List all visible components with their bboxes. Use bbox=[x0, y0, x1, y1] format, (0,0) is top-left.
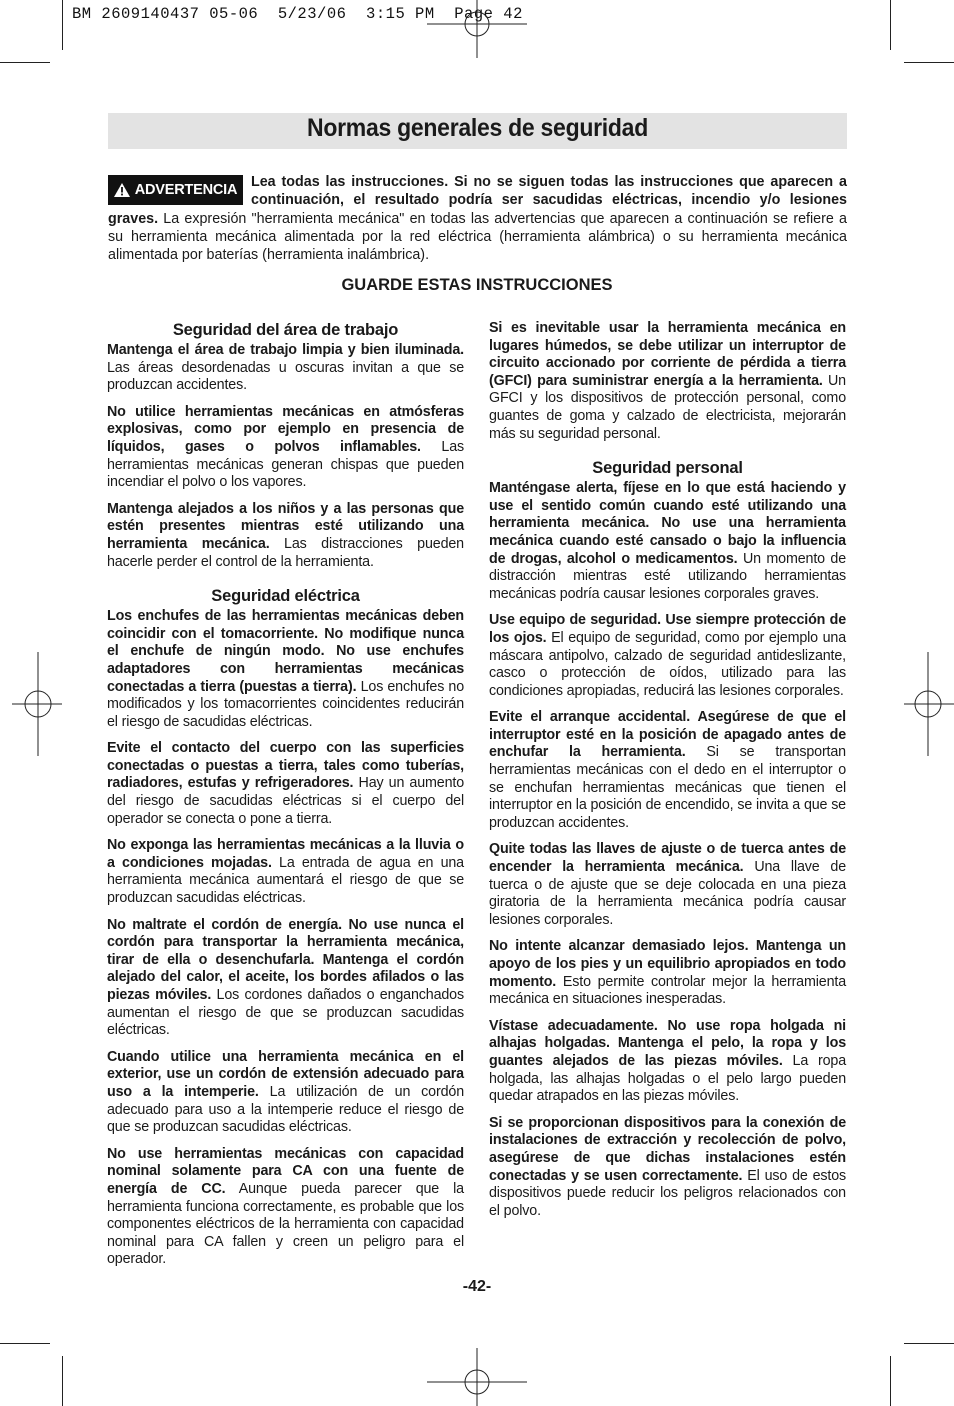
section-heading-work-area: Seguridad del área de trabajo bbox=[172, 321, 399, 339]
warning-plain-text: La expresión "herramienta mecánica" en todas las advertencias que aparecen a continuación se refiere a su herramienta mecánica alimentada por la red eléctrica (herramienta alámbrica) o su herramienta mecánica alimentada por baterías (herramienta inalámbrica). bbox=[108, 210, 847, 264]
paragraph: Mantenga el área de trabajo limpia y bien iluminada. Las áreas desordenadas u oscuras invitan a que se produzcan accidentes. bbox=[107, 342, 464, 394]
registration-mark-icon bbox=[12, 652, 62, 756]
crop-mark bbox=[0, 1343, 50, 1344]
paragraph: Si es inevitable usar la herramienta mecánica en lugares húmedos, se debe utilizar un interruptor de circuito accionado por corriente de pérdida a tierra (GFCI) para suministrar energía a la herramienta. Un GFCI y los dispositivos de protección personal, como guantes de goma y calzado de electricista, mejorarán más su seguridad personal. bbox=[489, 320, 846, 442]
crop-mark bbox=[0, 62, 50, 63]
crop-mark bbox=[890, 1356, 891, 1406]
save-instructions-heading: GUARDE ESTAS INSTRUCCIONES bbox=[341, 276, 613, 294]
page-number: -42- bbox=[462, 1278, 492, 1295]
crop-mark bbox=[62, 1356, 63, 1406]
paragraph: No maltrate el cordón de energía. No use nunca el cordón para transportar la herramienta mecánica, tirar de ella o desenchufarla. Mantenga el cordón alejado del calor, el aceite, los bordes afilados o las piezas móviles. Los cordones dañados o enganchados aumentan el riesgo de que se produzcan sacudidas eléctricas. bbox=[107, 916, 464, 1039]
crop-mark bbox=[904, 62, 954, 63]
left-column bbox=[107, 320, 464, 1278]
right-column bbox=[489, 320, 846, 1229]
paragraph: Use equipo de seguridad. Use siempre protección de los ojos. El equipo de seguridad, como por ejemplo una máscara antipolvo, calzado de seguridad antideslizante, casco o protección de oídos, utilizado para las condiciones apropiadas, reducirá las lesiones corporales. bbox=[489, 612, 847, 699]
section-heading-personal: Seguridad personal bbox=[592, 459, 743, 478]
warning-triangle-icon bbox=[114, 183, 130, 197]
title-bar bbox=[108, 113, 847, 149]
registration-mark-icon bbox=[427, 0, 527, 62]
paragraph: Vístase adecuadamente. No use ropa holgada ni alhajas holgadas. Mantenga el pelo, la ropa y los guantes alejados de las piezas móviles. La ropa holgada, las alhajas holgadas o el pelo largo pueden quedar atrapados en las piezas móviles. bbox=[489, 1017, 846, 1105]
page-title: Normas generales de seguridad bbox=[307, 114, 648, 142]
paragraph: Manténgase alerta, fíjese en lo que está haciendo y use el sentido común cuando esté utilizando una herramienta mecánica. No use una herramienta mecánica cuando esté cansado o bajo la influencia de drogas, alcohol o medicamentos. Un momento de distracción mientras esté utilizando herramientas mecánicas podría causar lesiones corporales graves. bbox=[489, 480, 847, 602]
crop-mark bbox=[890, 0, 891, 50]
section-heading-electrical: Seguridad eléctrica bbox=[211, 587, 360, 606]
paragraph: No use herramientas mecánicas con capacidad nominal solamente para CA con una fuente de energía de CC. Aunque pueda parecer que la herramienta funciona correctamente, es probable que los componentes eléctricos de la herramienta con capacidad nominal para CA fallen y creen un peligro para el operador. bbox=[107, 1145, 464, 1268]
paragraph: Quite todas las llaves de ajuste o de tuerca antes de encender la herramienta mecánica. Una llave de tuerca o de ajuste que se deje colocada en una pieza giratoria de la herramienta mecánica podría causar lesiones corporales. bbox=[489, 841, 847, 928]
paragraph: Mantenga alejados a los niños y a las personas que estén presentes mientras esté utilizando una herramienta mecánica. Las distracciones pueden hacerle perder el control de la herramienta. bbox=[107, 500, 464, 570]
paragraph: Evite el arranque accidental. Asegúrese de que el interruptor esté en la posición de apagado antes de enchufar la herramienta. Si se transportan herramientas mecánicas con el dedo en el interruptor o se enchufan herramientas mecánicas que tienen el interruptor en la posición de encendido, se invita a que se produzcan accidentes. bbox=[489, 709, 846, 831]
paragraph: Evite el contacto del cuerpo con las superficies conectadas o puestas a tierra, tales como tuberías, radiadores, estufas y refrigeradores. Hay un aumento del riesgo de sacudidas eléctricas si el cuerpo del operador se conecta o pone a tierra. bbox=[107, 740, 464, 827]
paragraph: No utilice herramientas mecánicas en atmósferas explosivas, como por ejemplo en presencia de líquidos, gases o polvos inflamables. Las herramientas mecánicas generan chispas que pueden incendiar el polvo o los vapores. bbox=[107, 403, 464, 491]
paragraph: Cuando utilice una herramienta mecánica en el exterior, use un cordón de extensión adecuado para uso a la intemperie. La utilización de un cordón adecuado para uso a la intemperie reduce el riesgo de que se produzcan sacudidas eléctricas. bbox=[107, 1048, 464, 1136]
paragraph: Si se proporcionan dispositivos para la conexión de instalaciones de extracción y recolección de polvo, asegúrese de que dichas instalaciones estén conectadas y se usen correctamente. El uso de estos dispositivos puede reducir los peligros relacionados con el polvo. bbox=[489, 1114, 846, 1219]
crop-mark bbox=[62, 0, 63, 50]
paragraph: Los enchufes de las herramientas mecánicas deben coincidir con el tomacorriente. No modifique nunca el enchufe de ningún modo. No use enchufes adaptadores con herramientas mecánicas conectadas a tierra (puestas a tierra). Los enchufes no modificados y los tomacorrientes coincidentes reducirán el riesgo de sacudidas eléctricas. bbox=[107, 608, 464, 730]
registration-mark-icon bbox=[904, 652, 954, 756]
paragraph: No exponga las herramientas mecánicas a la lluvia o a condiciones mojadas. La entrada de agua en una herramienta mecánica aumentará el riesgo de que se produzcan sacudidas eléctricas. bbox=[107, 837, 464, 907]
print-slug-line: BM 2609140437 05-06 5/23/06 3:15 PM Page 42 bbox=[72, 5, 523, 23]
paragraph: No intente alcanzar demasiado lejos. Mantenga un apoyo de los pies y un equilibrio apropiados en todo momento. Esto permite controlar mejor la herramienta mecánica en situaciones inesperadas. bbox=[489, 938, 846, 1008]
warning-badge bbox=[108, 175, 243, 205]
warning-label: ADVERTENCIA bbox=[134, 182, 238, 198]
crop-mark bbox=[904, 1343, 954, 1344]
registration-mark-icon bbox=[427, 1344, 527, 1406]
warning-bold-text: Lea todas las instrucciones. Si no se siguen todas las instrucciones que aparecen a continuación, el resultado podría ser sacudidas eléctricas, incendio y/o lesiones graves. bbox=[108, 174, 847, 227]
